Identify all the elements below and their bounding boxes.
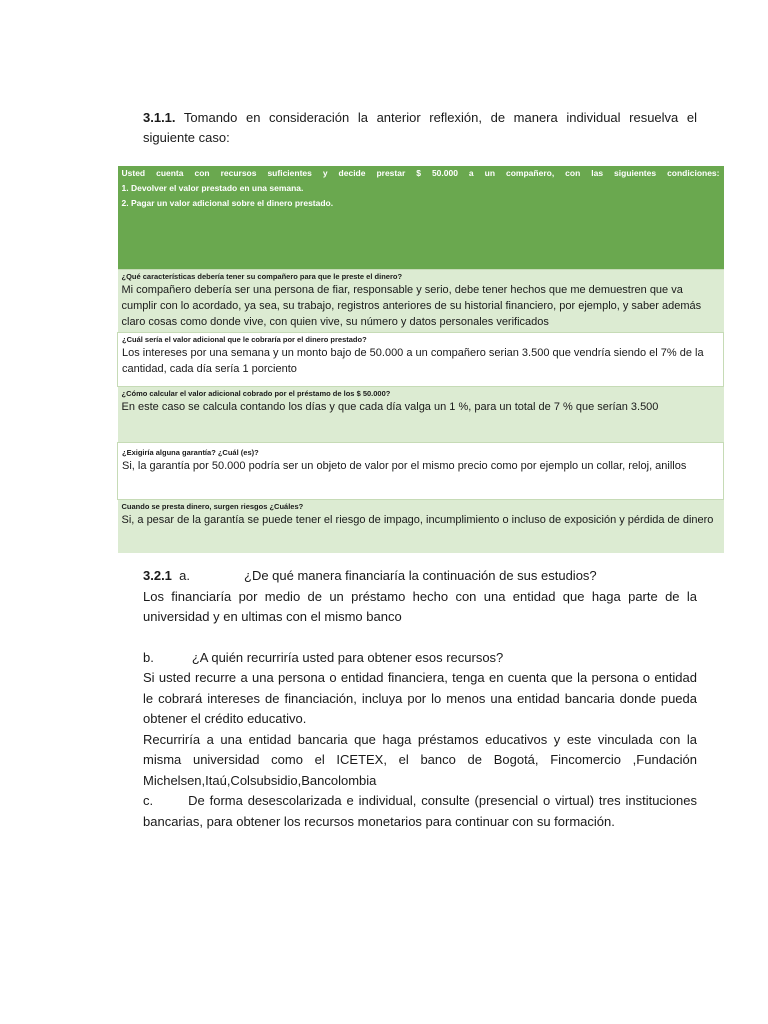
- case-header-line3: 2. Pagar un valor adicional sobre el dinero prestado.: [121, 198, 334, 208]
- case-row-3: [118, 387, 724, 443]
- case-answer: Si, a pesar de la garantía se puede tener el riesgo de impago, incumplimiento o incluso de exposición y pérdida de dinero: [121, 514, 714, 526]
- question-a-text: ¿De qué manera financiaría la continuación de sus estudios?: [244, 568, 597, 583]
- case-answer: Mi compañero debería ser una persona de fiar, responsable y serio, debe tener hechos que me demuestren que va cumplir con lo acordado, ya sea, su trabajo, registros anteriores de su historial financiero, por ejemplo, y saber además claro cosas como donde vive, con quien vive, su número y datos personales verificados: [121, 284, 702, 328]
- case-header: [118, 166, 724, 270]
- question-c: [143, 791, 697, 832]
- case-answer: Si, la garantía por 50.000 podría ser un objeto de valor por el mismo precio como por ejemplo un collar, reloj, anillos: [122, 460, 687, 472]
- section-321: [143, 566, 697, 832]
- case-question: ¿Cómo calcular el valor adicional cobrado por el préstamo de los $ 50.000?: [121, 389, 391, 398]
- case-answer: Los intereses por una semana y un monto bajo de 50.000 a un compañero serian 3.500 que vendría siendo el 7% de la cantidad, cada día sería 1 porciento: [122, 347, 704, 375]
- case-header-line1: Usted cuenta con recursos suficientes y decide prestar $ 50.000 a un compañero, con las siguientes condiciones:: [121, 168, 720, 178]
- question-b: [143, 648, 697, 669]
- answer-a: Los financiaría por medio de un préstamo hecho con una entidad que haga parte de la universidad y en ultimas con el mismo banco: [143, 588, 697, 624]
- question-a: [143, 566, 697, 587]
- intro-text: Tomando en consideración la anterior reflexión, de manera individual resuelva el siguiente caso:: [143, 110, 697, 145]
- answer-b: Recurriría a una entidad bancaria que haga préstamos educativos y este vinculada con la misma universidad como el ICETEX, el banco de Bogotá, Fincomercio ,Fundación Michelsen,Itaú,Colsubsidio,Bancolombia: [143, 731, 697, 788]
- case-table: [117, 166, 724, 553]
- intro-paragraph: [143, 108, 697, 148]
- question-c-label: c.: [143, 793, 154, 808]
- section-number: 3.2.1: [143, 568, 172, 583]
- case-header-line2: 1. Devolver el valor prestado en una semana.: [121, 183, 304, 193]
- question-b-text: ¿A quién recurriría usted para obtener esos recursos?: [191, 649, 504, 665]
- case-question: ¿Exigiría alguna garantía? ¿Cuál (es)?: [122, 448, 259, 457]
- case-question: ¿Cuál sería el valor adicional que le cobraría por el dinero prestado?: [122, 335, 367, 344]
- case-row-4: [118, 443, 724, 500]
- question-a-label: a.: [179, 568, 190, 583]
- case-row-2: [118, 333, 724, 387]
- case-question: Cuando se presta dinero, surgen riesgos ¿Cuáles?: [121, 502, 304, 511]
- case-question: ¿Qué características debería tener su compañero para que le preste el dinero?: [121, 272, 403, 281]
- question-c-text: De forma desescolarizada e individual, consulte (presencial o virtual) tres instituciones bancarias, para obtener los recursos monetarios para continuar con su formación.: [143, 793, 697, 829]
- instructions-b: Si usted recurre a una persona o entidad financiera, tenga en cuenta que la persona o entidad le cobrará intereses de financiación, incluya por lo menos una entidad bancaria donde pueda obtener el crédito educativo.: [143, 670, 697, 726]
- case-answer: En este caso se calcula contando los días y que cada día valga un 1 %, para un total de 7 % que serían 3.500: [121, 401, 659, 413]
- question-b-label: b.: [143, 649, 154, 665]
- case-row-1: [118, 270, 724, 333]
- intro-number: 3.1.1.: [143, 110, 176, 125]
- case-row-5: [118, 500, 724, 554]
